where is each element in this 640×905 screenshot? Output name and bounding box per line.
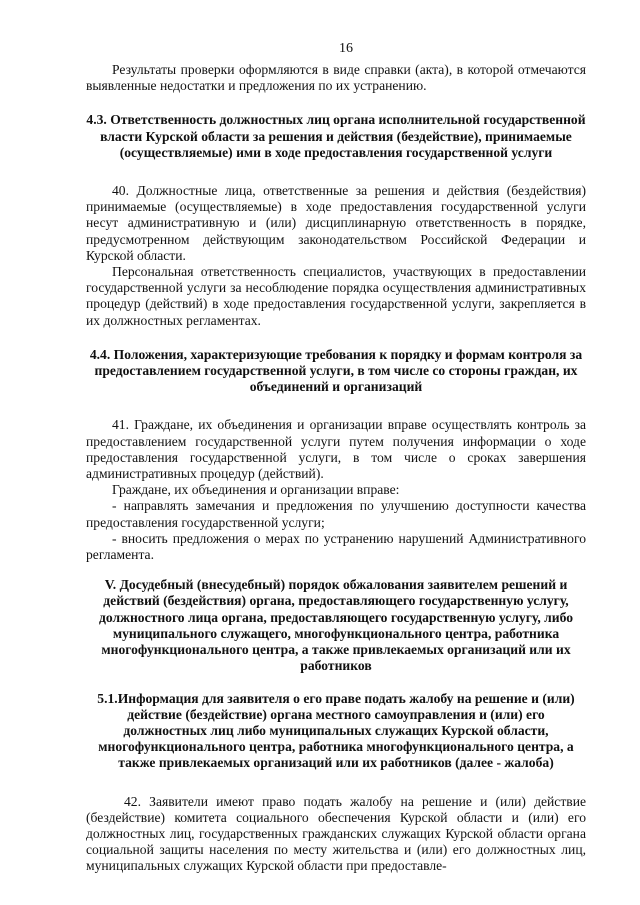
section-4-3-heading: 4.3. Ответственность должностных лиц органа исполнительной государственной власти Курской области за решения и действия (бездействие), принимаемые (осуществляемые) ими в ходе предоставления государственной услуги — [86, 112, 586, 160]
paragraph-42: 42. Заявители имеют право подать жалобу на решение и (или) действие (бездействие) комитета социального обеспечения Курской области и (или) его должностных лиц, государственных гражданских служащих Курской области органа социальной защиты населения по месту жительства и (или) его должностных лиц, муниципальных служащих Курской области при предоставле- — [86, 793, 586, 874]
section-5-1-heading: 5.1.Информация для заявителя о его праве подать жалобу на решение и (или) действие (бездействие) органа местного самоуправления и (или) его должностных лиц либо муниципальных служащих Курской области, многофункционального центра, работника многофункционального центра, а также привлекаемых организаций или их работников (далее - жалоба) — [97, 690, 575, 771]
intro-paragraph: Результаты проверки оформляются в виде справки (акта), в которой отмечаются выявленные недостатки и предложения по их устранению. — [86, 62, 586, 94]
list-item-remarks: - направлять замечания и предложения по улучшению доступности качества предоставления государственной услуги; — [86, 498, 586, 530]
paragraph-41: 41. Граждане, их объединения и организации вправе осуществлять контроль за предоставлением государственной услуги путем получения информации о ходе предоставления государственной услуги, в том числе о сроках завершения административных процедур (действий). — [86, 417, 586, 482]
section-v-heading: V. Досудебный (внесудебный) порядок обжалования заявителем решений и действий (бездействия) органа, предоставляющего государственную услугу, должностного лица органа, предоставляющего государственную услугу, либо муниципального служащего, многофункционального центра, работника многофункционального центра, а также привлекаемых организаций или их работников — [99, 577, 573, 674]
section-4-4-heading: 4.4. Положения, характеризующие требования к порядку и формам контроля за предоставлением государственной услуги, в том числе со стороны граждан, их объединений и организаций — [89, 346, 583, 395]
list-item-proposals: - вносить предложения о мерах по устранению нарушений Административного регламента. — [86, 530, 586, 563]
paragraph-40: 40. Должностные лица, ответственные за решения и действия (бездействия) принимаемые (осуществляемые) в ходе предоставления государственной услуги несут административную и (или) дисциплинарную ответственность в порядке, предусмотренном действующим законодательством Российской Федерации и Курской области. — [86, 183, 586, 263]
paragraph-rights-intro: Граждане, их объединения и организации вправе: — [112, 482, 400, 498]
page-number: 16 — [339, 41, 353, 56]
paragraph-personal-responsibility: Персональная ответственность специалистов, участвующих в предоставлении государственной услуги за несоблюдение порядка осуществления административных процедур (действий) в ходе предоставления государственной услуги, закрепляется в их должностных регламентах. — [86, 264, 586, 328]
